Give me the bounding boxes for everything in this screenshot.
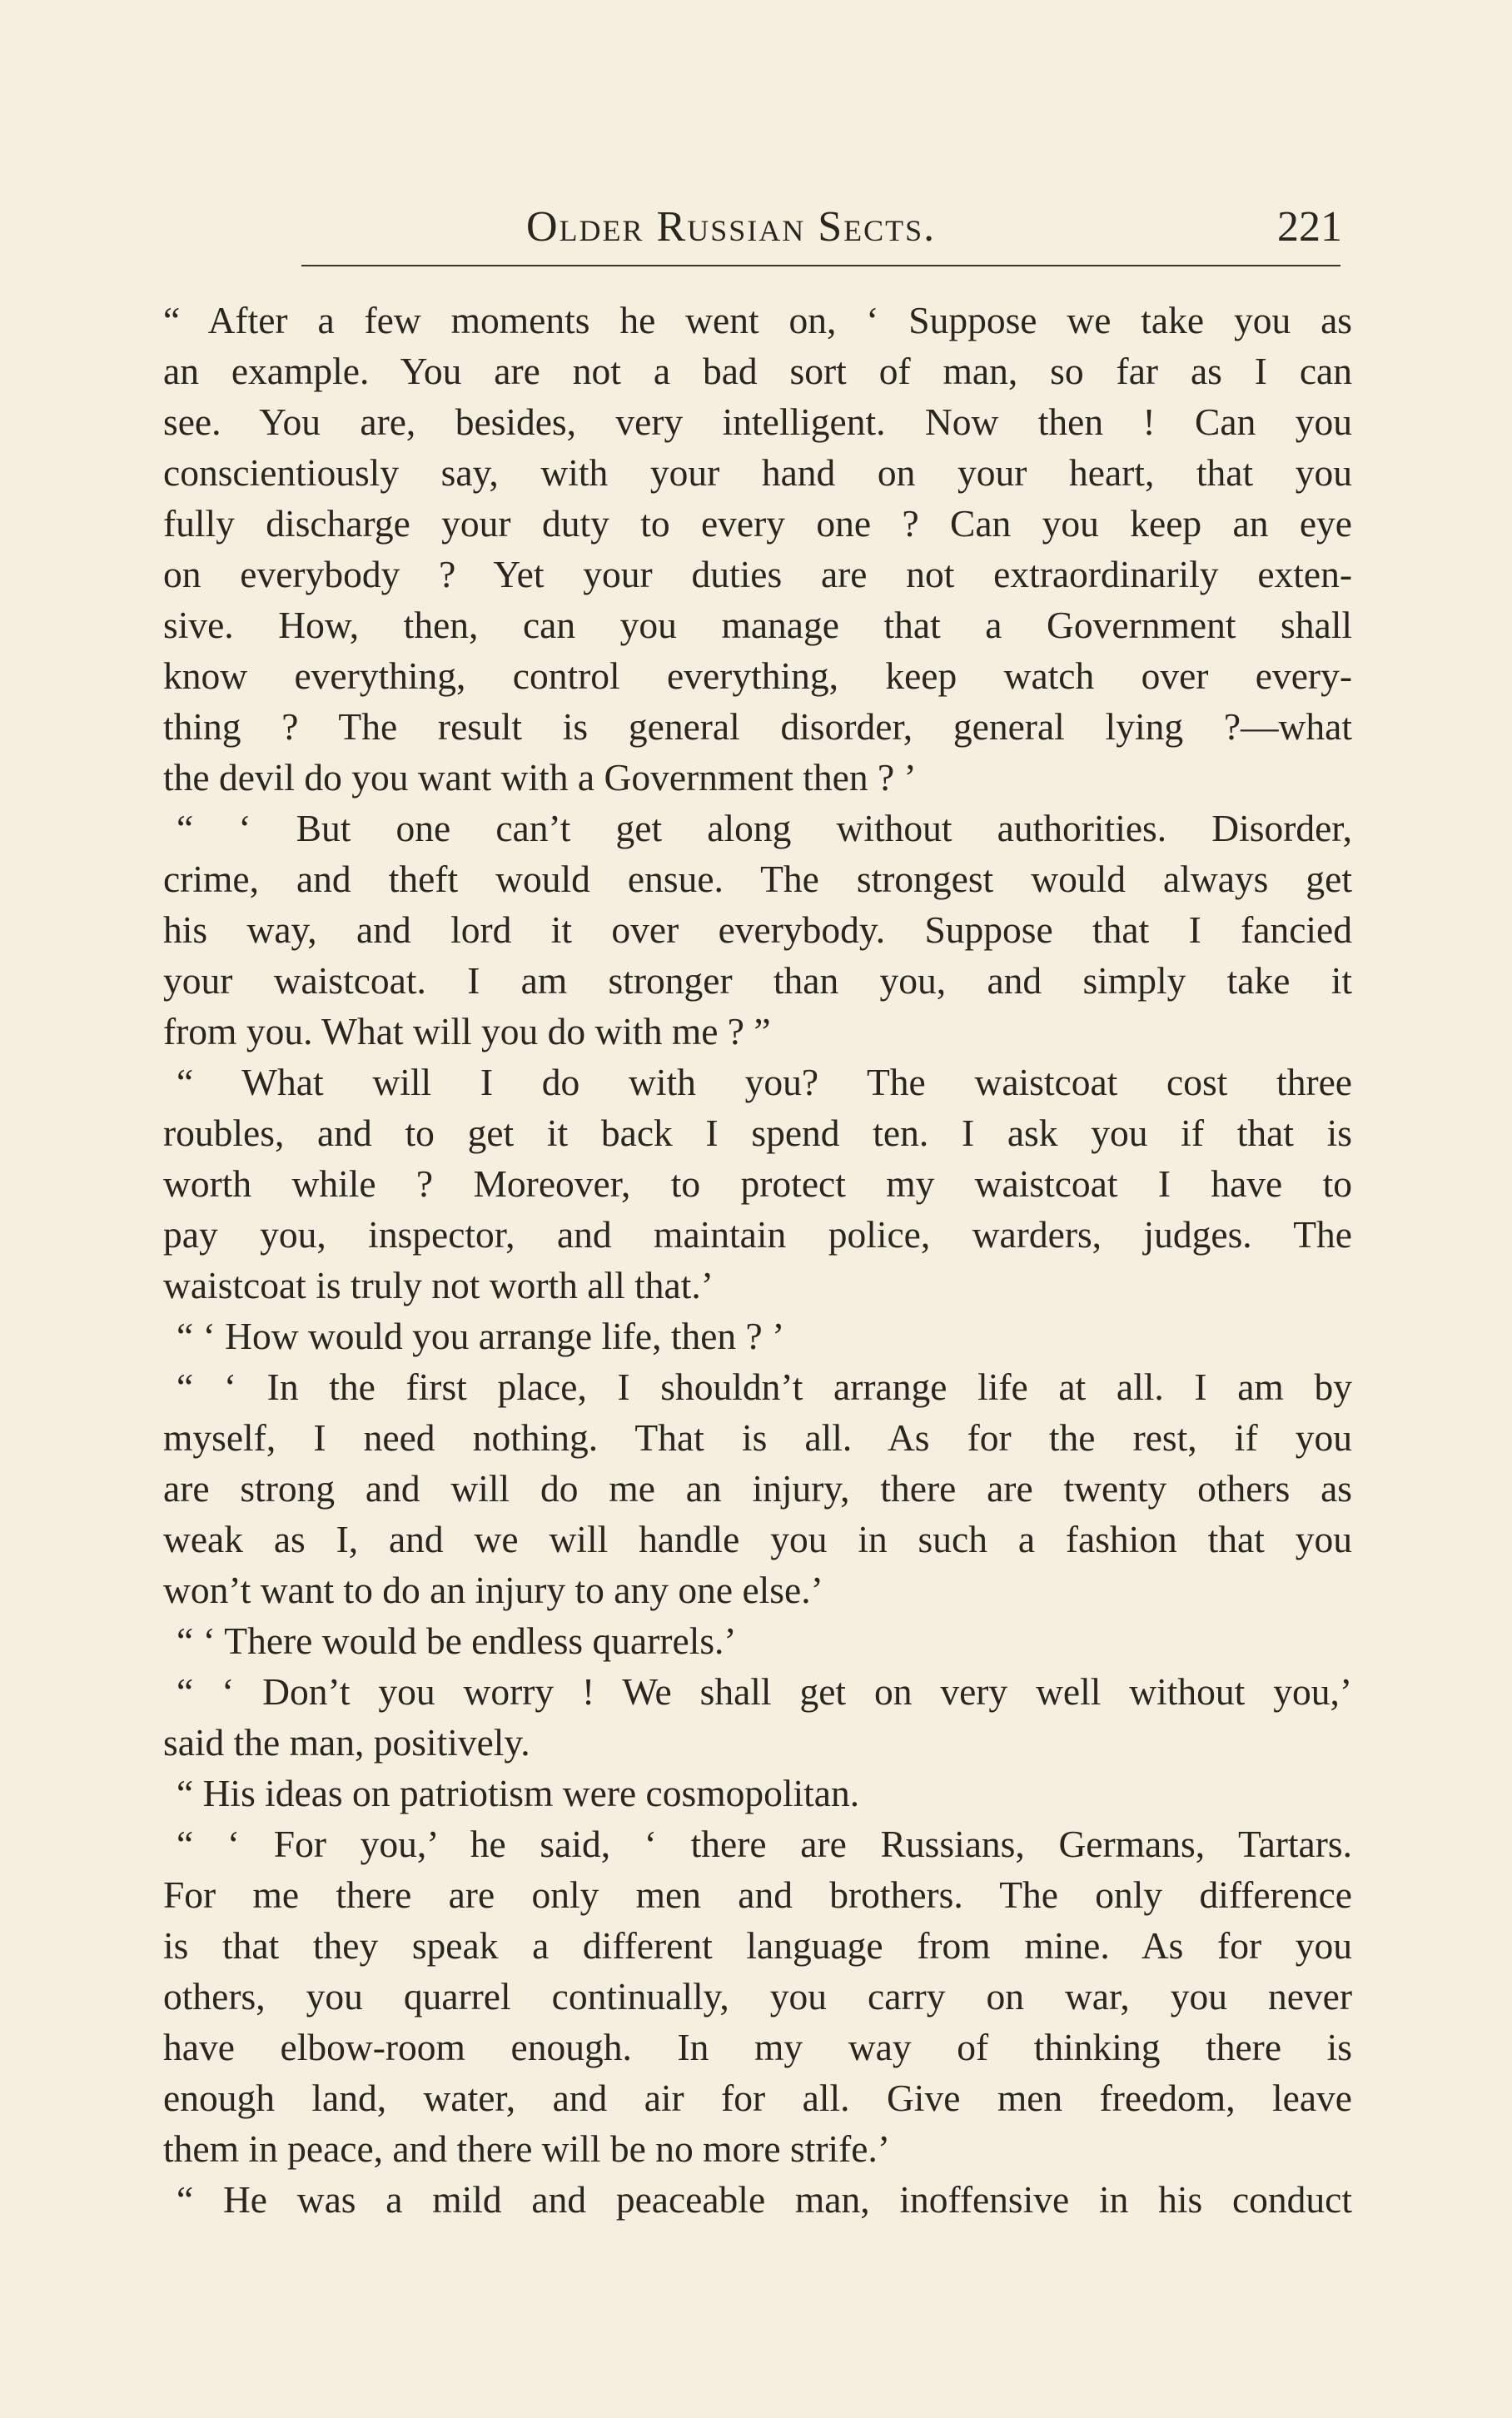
text-line: “ What will I do with you? The waistcoat cost three xyxy=(177,1061,1352,1103)
text-line: “ He was a mild and peaceable man, inoffensive in his conduct xyxy=(177,2178,1352,2221)
text-line: thing ? The result is general disorder, general lying ?—what xyxy=(163,705,1352,748)
text-line: sive. How, then, can you manage that a Government shall xyxy=(163,604,1352,646)
text-line: his way, and lord it over everybody. Suppose that I fancied xyxy=(163,908,1352,951)
text-line: know everything, control everything, keep watch over every- xyxy=(163,654,1352,697)
text-line: “ ‘ There would be endless quarrels.’ xyxy=(177,1619,737,1662)
text-line: them in peace, and there will be no more strife.’ xyxy=(163,2127,891,2170)
header-rule xyxy=(301,265,1340,266)
page-number: 221 xyxy=(1277,203,1342,251)
text-line: fully discharge your duty to every one ? Can you keep an eye xyxy=(163,502,1352,545)
text-line: “ ‘ For you,’ he said, ‘ there are Russians, Germans, Tartars. xyxy=(177,1823,1352,1865)
text-line: conscientiously say, with your hand on your heart, that you xyxy=(163,451,1352,494)
text-line: the devil do you want with a Government then ? ’ xyxy=(163,756,917,799)
text-line: roubles, and to get it back I spend ten. I ask you if that is xyxy=(163,1112,1352,1154)
text-line: enough land, water, and air for all. Give men freedom, leave xyxy=(163,2077,1352,2119)
text-line: For me there are only men and brothers. The only difference xyxy=(163,1873,1352,1916)
text-line: “ ‘ But one can’t get along without authorities. Disorder, xyxy=(177,807,1352,849)
text-line: your waistcoat. I am stronger than you, and simply take it xyxy=(163,959,1352,1002)
text-line: have elbow-room enough. In my way of thinking there is xyxy=(163,2026,1352,2068)
text-line: others, you quarrel continually, you carry on war, you never xyxy=(163,1975,1352,2017)
text-line: an example. You are not a bad sort of man, so far as I can xyxy=(163,350,1352,392)
text-line: “ ‘ Don’t you worry ! We shall get on very well without you,’ xyxy=(177,1670,1352,1713)
text-line: pay you, inspector, and maintain police, warders, judges. The xyxy=(163,1213,1352,1256)
text-line: myself, I need nothing. That is all. As for the rest, if you xyxy=(163,1416,1352,1459)
text-line: crime, and theft would ensue. The strongest would always get xyxy=(163,858,1352,900)
running-title: Older Russian Sects. xyxy=(526,203,937,251)
page-header xyxy=(526,198,1342,256)
text-line: from you. What will you do with me ? ” xyxy=(163,1010,771,1052)
body-text xyxy=(163,295,1352,2225)
text-line: “ ‘ How would you arrange life, then ? ’ xyxy=(177,1315,785,1357)
text-line: “ ‘ In the first place, I shouldn’t arrange life at all. I am by xyxy=(177,1366,1352,1408)
text-line: waistcoat is truly not worth all that.’ xyxy=(163,1264,714,1306)
text-line: weak as I, and we will handle you in such a fashion that you xyxy=(163,1518,1352,1560)
text-line: worth while ? Moreover, to protect my waistcoat I have to xyxy=(163,1162,1352,1205)
text-line: said the man, positively. xyxy=(163,1721,530,1764)
text-line: is that they speak a different language from mine. As for you xyxy=(163,1924,1352,1967)
text-line: “ His ideas on patriotism were cosmopolitan. xyxy=(177,1772,860,1814)
text-line: on everybody ? Yet your duties are not extraordinarily exten- xyxy=(163,553,1352,595)
text-line: see. You are, besides, very intelligent. Now then ! Can you xyxy=(163,401,1352,443)
text-line: are strong and will do me an injury, there are twenty others as xyxy=(163,1467,1352,1510)
text-line: won’t want to do an injury to any one else.’ xyxy=(163,1569,823,1611)
text-line: “ After a few moments he went on, ‘ Suppose we take you as xyxy=(163,299,1352,341)
